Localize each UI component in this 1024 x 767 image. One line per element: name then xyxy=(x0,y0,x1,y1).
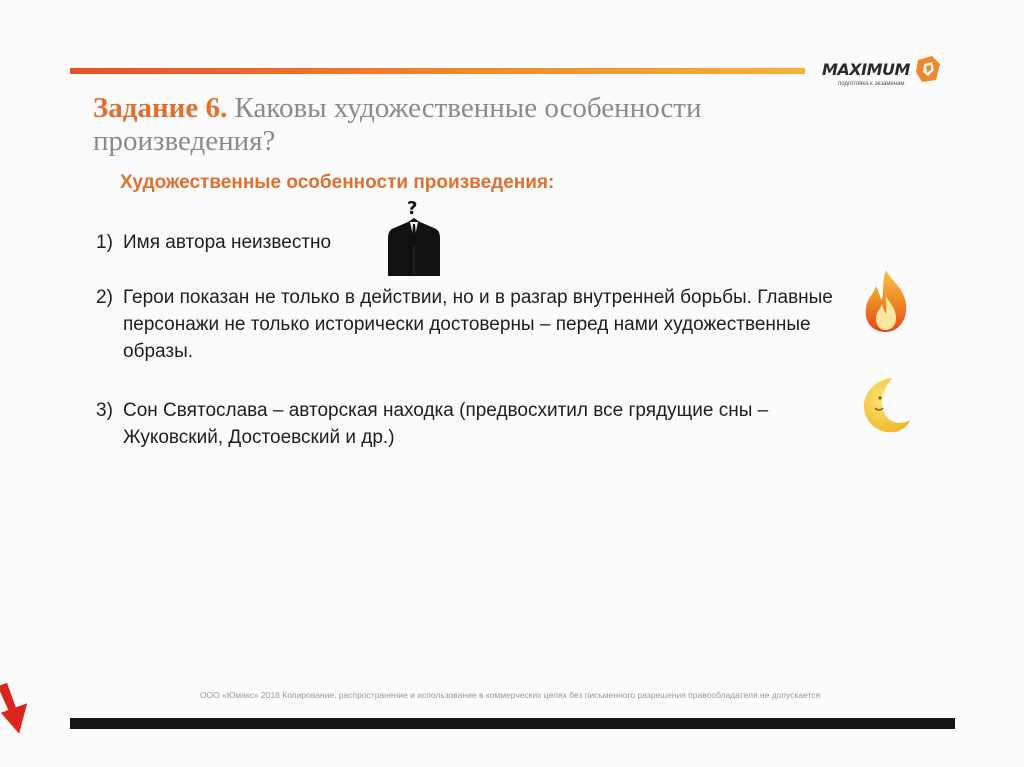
list-item-text: Сон Святослава – авторская находка (предвосхитил все грядущие сны – Жуковский, Достоевский и др.) xyxy=(123,400,769,448)
slide-title xyxy=(93,92,813,158)
copyright-notice: ООО «Юмакс» 2018 Копирование, распространение и использование в коммерческих целях без письменного разрешения правообладателя не допускается xyxy=(199,690,821,700)
fire-icon xyxy=(858,268,914,334)
logo-tagline: подготовка к экзаменам xyxy=(838,81,905,87)
logo-mark-icon xyxy=(914,54,942,84)
arrow-icon xyxy=(0,678,36,738)
task-question: Каковы художественные особенности произведения? xyxy=(93,92,702,157)
maximum-logo xyxy=(822,52,944,92)
footer-bar xyxy=(70,718,955,729)
list-item-number: 2) xyxy=(96,287,113,308)
task-label: Задание 6. xyxy=(93,92,228,124)
logo-wordmark: MAXIMUM xyxy=(822,60,910,79)
list-item-text: Имя автора неизвестно xyxy=(123,232,332,253)
svg-text:?: ? xyxy=(407,198,418,219)
list-item-number: 3) xyxy=(96,400,113,421)
list-item-number: 1) xyxy=(96,232,113,253)
section-heading: Художественные особенности произведения: xyxy=(120,172,555,193)
list-item-text: Герои показан не только в действии, но и в разгар внутренней борьбы. Главные персонажи не только исторически достоверны – перед нами художественные образы. xyxy=(123,287,833,362)
header-accent-bar xyxy=(70,68,805,74)
moon-icon xyxy=(858,374,914,436)
anonymous-person-icon xyxy=(386,196,442,276)
